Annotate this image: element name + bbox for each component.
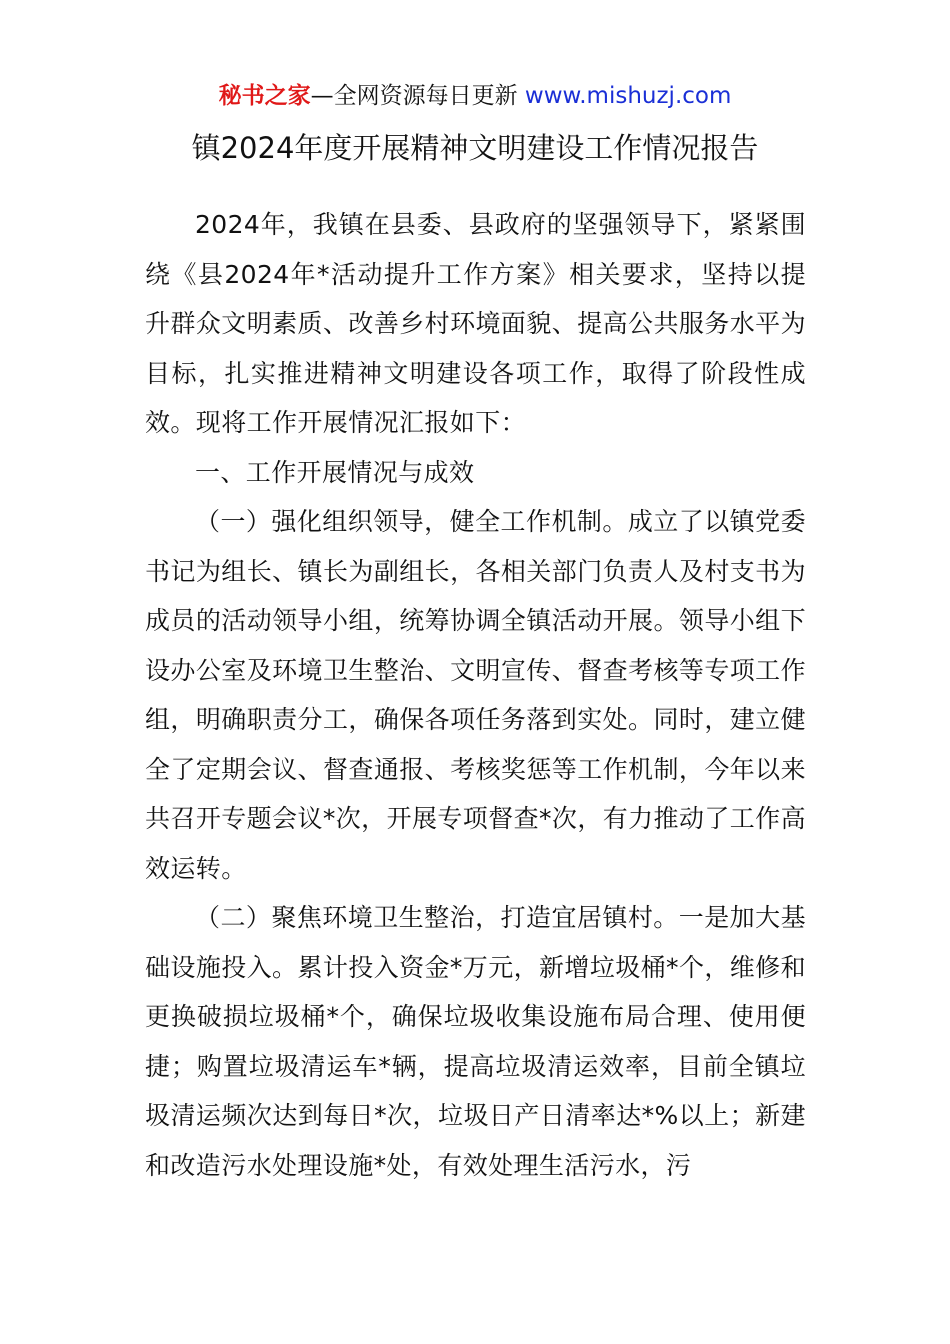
site-url-link[interactable]: www.mishuzj.com	[524, 83, 732, 109]
brand-name: 秘书之家	[218, 83, 311, 109]
banner-tagline: —全网资源每日更新	[310, 83, 518, 109]
document-title: 镇2024年度开展精神文明建设工作情况报告	[191, 131, 759, 165]
section-heading: 一、工作开展情况与成效	[195, 457, 475, 487]
intro-paragraph: 2024年，我镇在县委、县政府的坚强领导下，紧紧围绕《县2024年*活动提升工作方案》相关要求，坚持以提升群众文明素质、改善乡村环境面貌、提高公共服务水平为目标，扎实推进精神文明建设各项工作，取得了阶段性成效。现将工作开展情况汇报如下：	[145, 210, 806, 437]
site-banner	[0, 80, 950, 112]
paragraph-organization: （一）强化组织领导，健全工作机制。成立了以镇党委书记为组长、镇长为副组长，各相关部门负责人及村支书为成员的活动领导小组，统筹协调全镇活动开展。领导小组下设办公室及环境卫生整治、文明宣传、督查考核等专项工作组，明确职责分工，确保各项任务落到实处。同时，建立健全了定期会议、督查通报、考核奖惩等工作机制，今年以来共召开专题会议*次，开展专项督查*次，有力推动了工作高效运转。	[145, 507, 806, 883]
paragraph-environment: （二）聚焦环境卫生整治，打造宜居镇村。一是加大基础设施投入。累计投入资金*万元，新增垃圾桶*个，维修和更换破损垃圾桶*个，确保垃圾收集设施布局合理、使用便捷；购置垃圾清运车*辆，提高垃圾清运效率，目前全镇垃圾清运频次达到每日*次，垃圾日产日清率达*%以上；新建和改造污水处理设施*处，有效处理生活污水，污	[145, 903, 806, 1180]
document-body	[145, 200, 806, 1190]
